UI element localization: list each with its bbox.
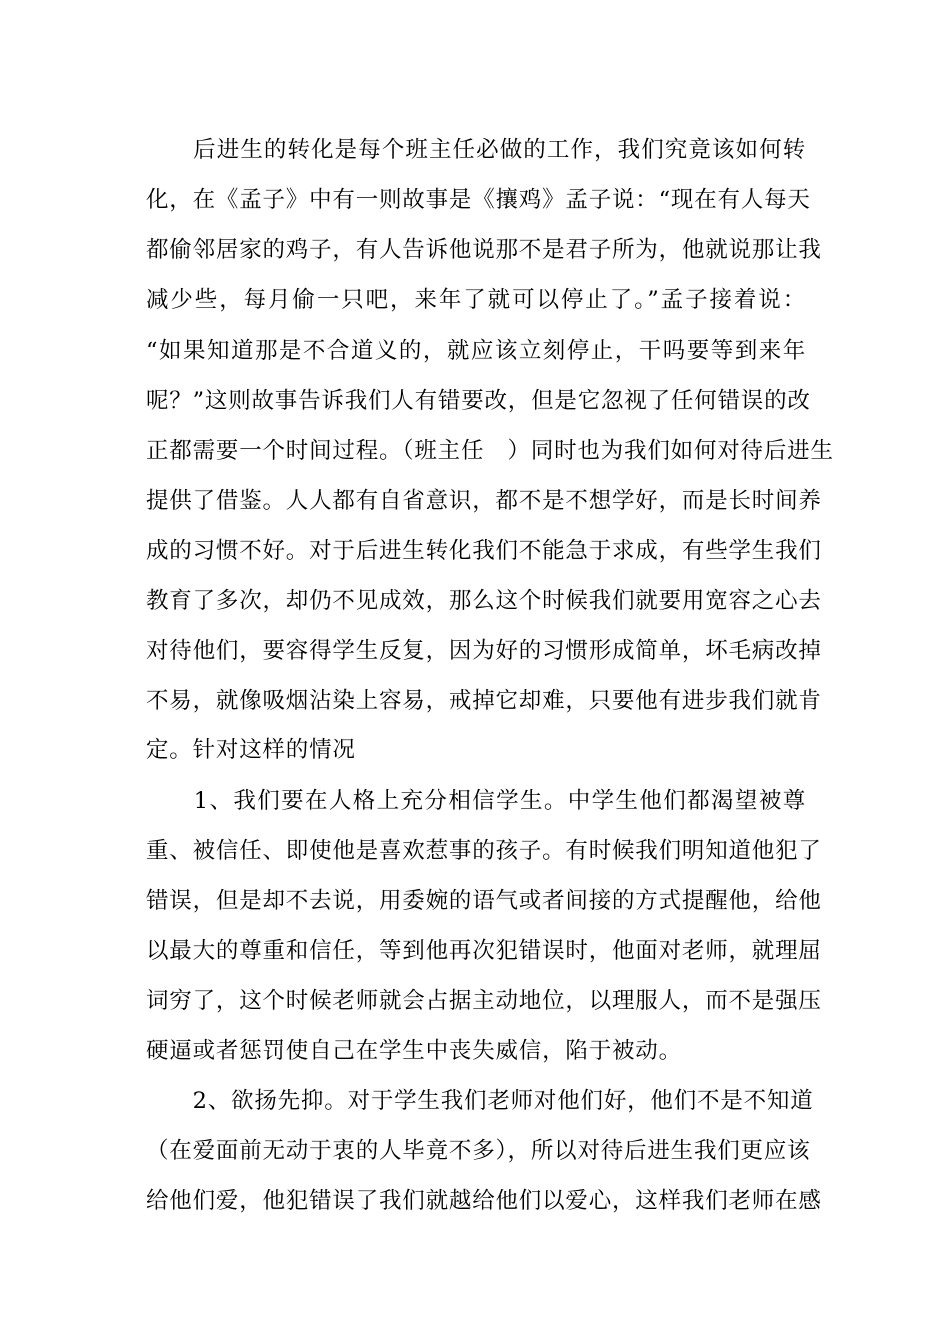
paragraph-line: 都偷邻居家的鸡子，有人告诉他说那不是君子所为，他就说那让我 [146, 237, 822, 263]
paragraph-line: 教育了多次，却仍不见成效，那么这个时候我们就要用宽容之心去 [146, 588, 822, 614]
paragraph-line: 提供了借鉴。人人都有自省意识，都不是不想学好，而是长时间养 [146, 488, 822, 514]
paragraph-line: 减少些，每月偷一只吧，来年了就可以停止了。”孟子接着说： [146, 287, 806, 313]
paragraph-line: 成的习惯不好。对于后进生转化我们不能急于求成，有些学生我们 [146, 538, 822, 564]
paragraph-line: 正都需要一个时间过程。（班主任 ）同时也为我们如何对待后进生 [146, 438, 834, 464]
paragraph-line: 重、被信任、即使他是喜欢惹事的孩子。有时候我们明知道他犯了 [146, 838, 822, 864]
paragraph-line: “如果知道那是不合道义的，就应该立刻停止，干吗要等到来年 [146, 338, 806, 364]
paragraph-line: 1、我们要在人格上充分相信学生。中学生他们都渴望被尊 [146, 788, 806, 814]
paragraph-line: 2、欲扬先抑。对于学生我们老师对他们好，他们不是不知道 [146, 1088, 814, 1114]
paragraph-line: 给他们爱，他犯错误了我们就越给他们以爱心，这样我们老师在感 [146, 1188, 822, 1214]
paragraph-line: 错误，但是却不去说，用委婉的语气或者间接的方式提醒他，给他 [146, 888, 822, 914]
paragraph-line: 硬逼或者惩罚使自己在学生中丧失威信，陷于被动。 [146, 1038, 682, 1064]
paragraph-line: 对待他们，要容得学生反复，因为好的习惯形成简单，坏毛病改掉 [146, 638, 822, 664]
paragraph-line: 呢？”这则故事告诉我们人有错要改，但是它忽视了任何错误的改 [146, 388, 811, 414]
paragraph-line: 后进生的转化是每个班主任必做的工作，我们究竟该如何转 [146, 137, 806, 163]
paragraph-line: 化，在《孟子》中有一则故事是《攘鸡》孟子说：“现在有人每天 [146, 187, 811, 213]
paragraph-line: 以最大的尊重和信任，等到他再次犯错误时，他面对老师，就理屈 [146, 938, 822, 964]
paragraph-line: 定。针对这样的情况 [146, 737, 356, 763]
paragraph-line: （在爱面前无动于衷的人毕竟不多），所以对待后进生我们更应该 [146, 1138, 811, 1164]
paragraph-line: 不易，就像吸烟沾染上容易，戒掉它却难，只要他有进步我们就肯 [146, 688, 822, 714]
paragraph-line: 词穷了，这个时候老师就会占据主动地位，以理服人，而不是强压 [146, 988, 822, 1014]
